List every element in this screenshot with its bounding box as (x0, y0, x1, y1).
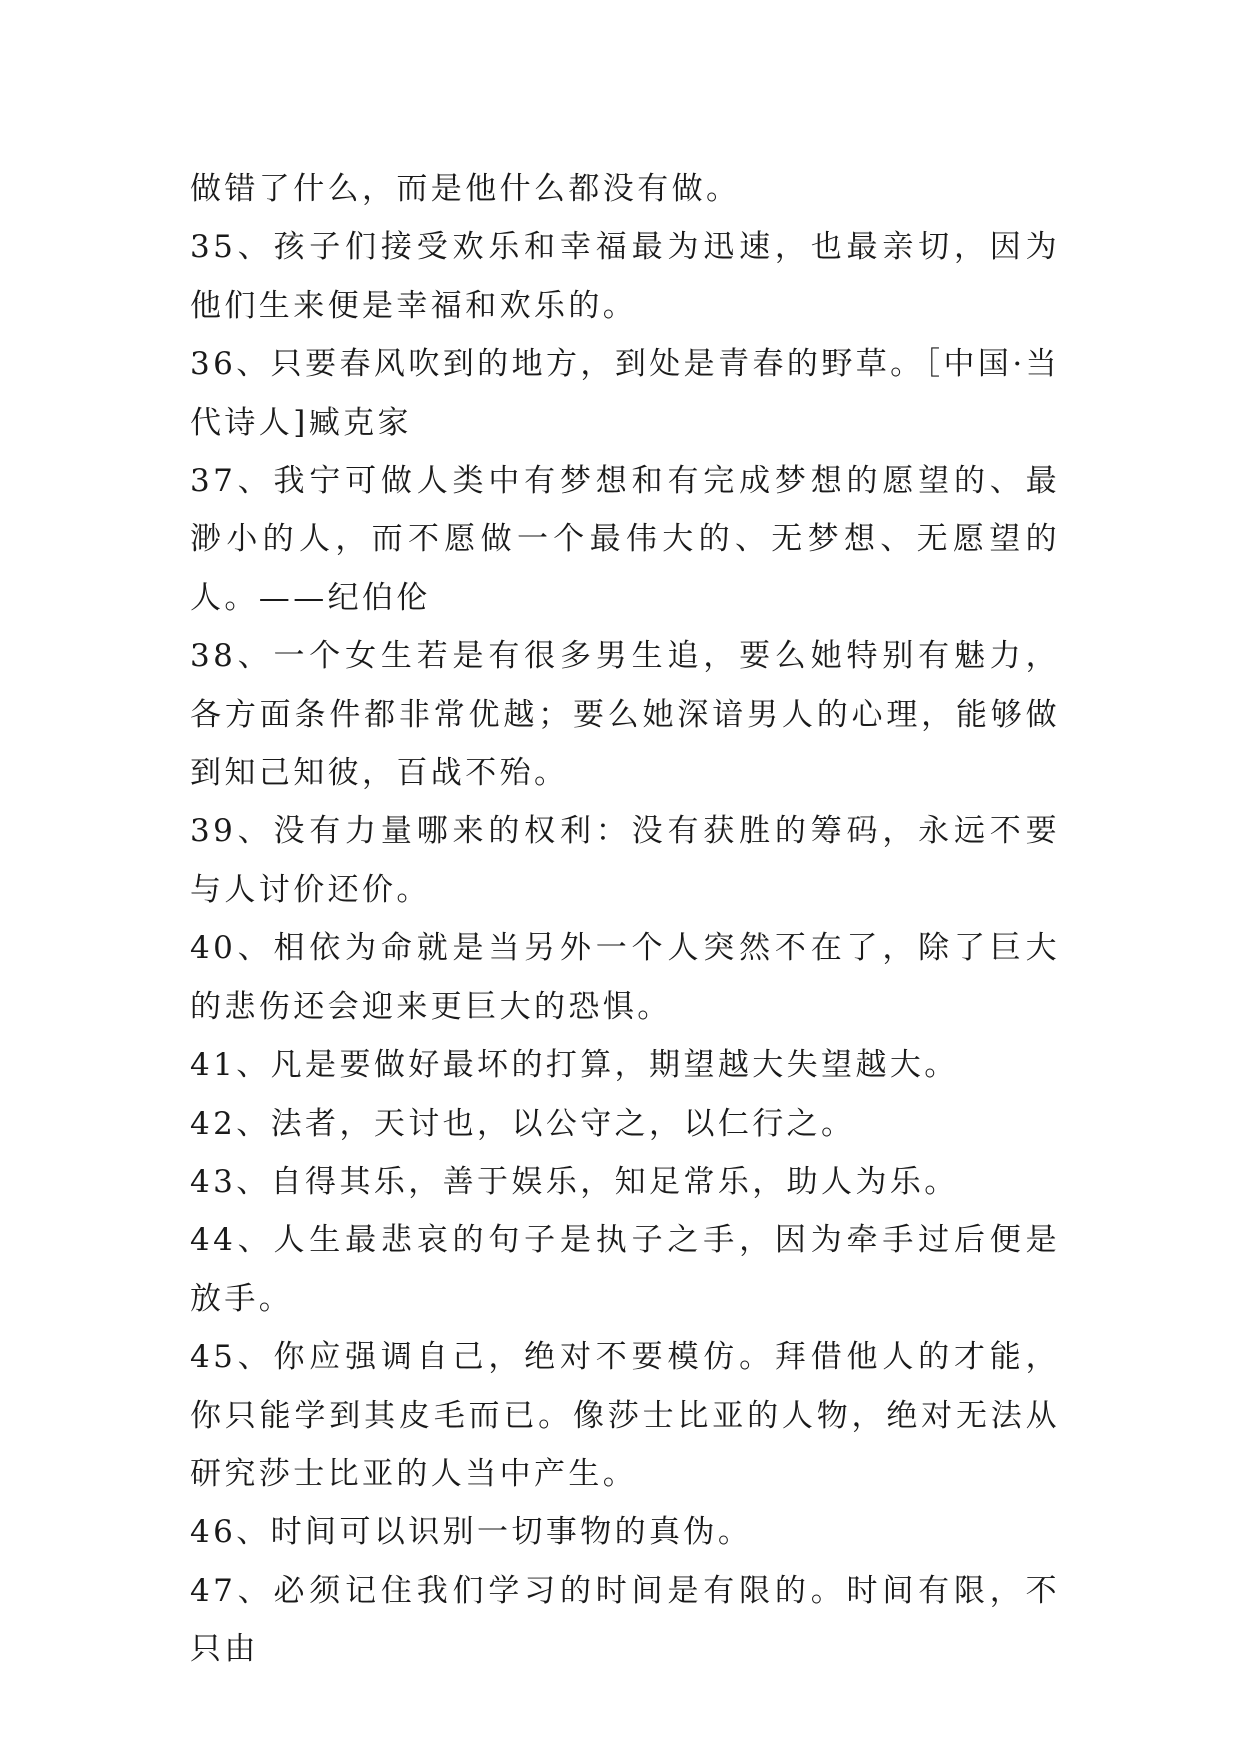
paragraph-44: 44、人生最悲哀的句子是执子之手，因为牵手过后便是放手。 (190, 1222, 1060, 1317)
paragraph-38: 38、一个女生若是有很多男生追，要么她特别有魅力，各方面条件都非常优越；要么她深谙男人的心理，能够做到知己知彼，百战不殆。 (190, 638, 1060, 792)
paragraph-47: 47、必须记住我们学习的时间是有限的。时间有限，不只由 (190, 1572, 1060, 1668)
paragraph-42: 42、法者，天讨也，以公守之，以仁行之。 (190, 1105, 856, 1142)
paragraph-45: 45、你应强调自己，绝对不要模仿。拜借他人的才能，你只能学到其皮毛而已。像莎士比亚的人物，绝对无法从研究莎士比亚的人当中产生。 (190, 1339, 1060, 1492)
paragraph-37: 37、我宁可做人类中有梦想和有完成梦想的愿望的、最渺小的人，而不愿做一个最伟大的、无梦想、无愿望的人。——纪伯伦 (190, 463, 1060, 616)
paragraph-35: 35、孩子们接受欢乐和幸福最为迅速，也最亲切，因为他们生来便是幸福和欢乐的。 (190, 229, 1060, 324)
paragraph-40: 40、相依为命就是当另外一个人突然不在了，除了巨大的悲伤还会迎来更巨大的恐惧。 (190, 930, 1060, 1025)
paragraph-46: 46、时间可以识别一切事物的真伪。 (190, 1514, 753, 1551)
paragraph-39: 39、没有力量哪来的权利：没有获胜的筹码，永远不要与人讨价还价。 (190, 813, 1060, 908)
paragraph-41: 41、凡是要做好最坏的打算，期望越大失望越大。 (190, 1047, 959, 1084)
document-body (190, 160, 1060, 1679)
paragraph-36: 36、只要春风吹到的地方，到处是青春的野草。［中国·当代诗人]臧克家 (190, 346, 1060, 441)
paragraph-continuation: 做错了什么，而是他什么都没有做。 (190, 171, 741, 207)
paragraph-43: 43、自得其乐，善于娱乐，知足常乐，助人为乐。 (190, 1163, 959, 1200)
